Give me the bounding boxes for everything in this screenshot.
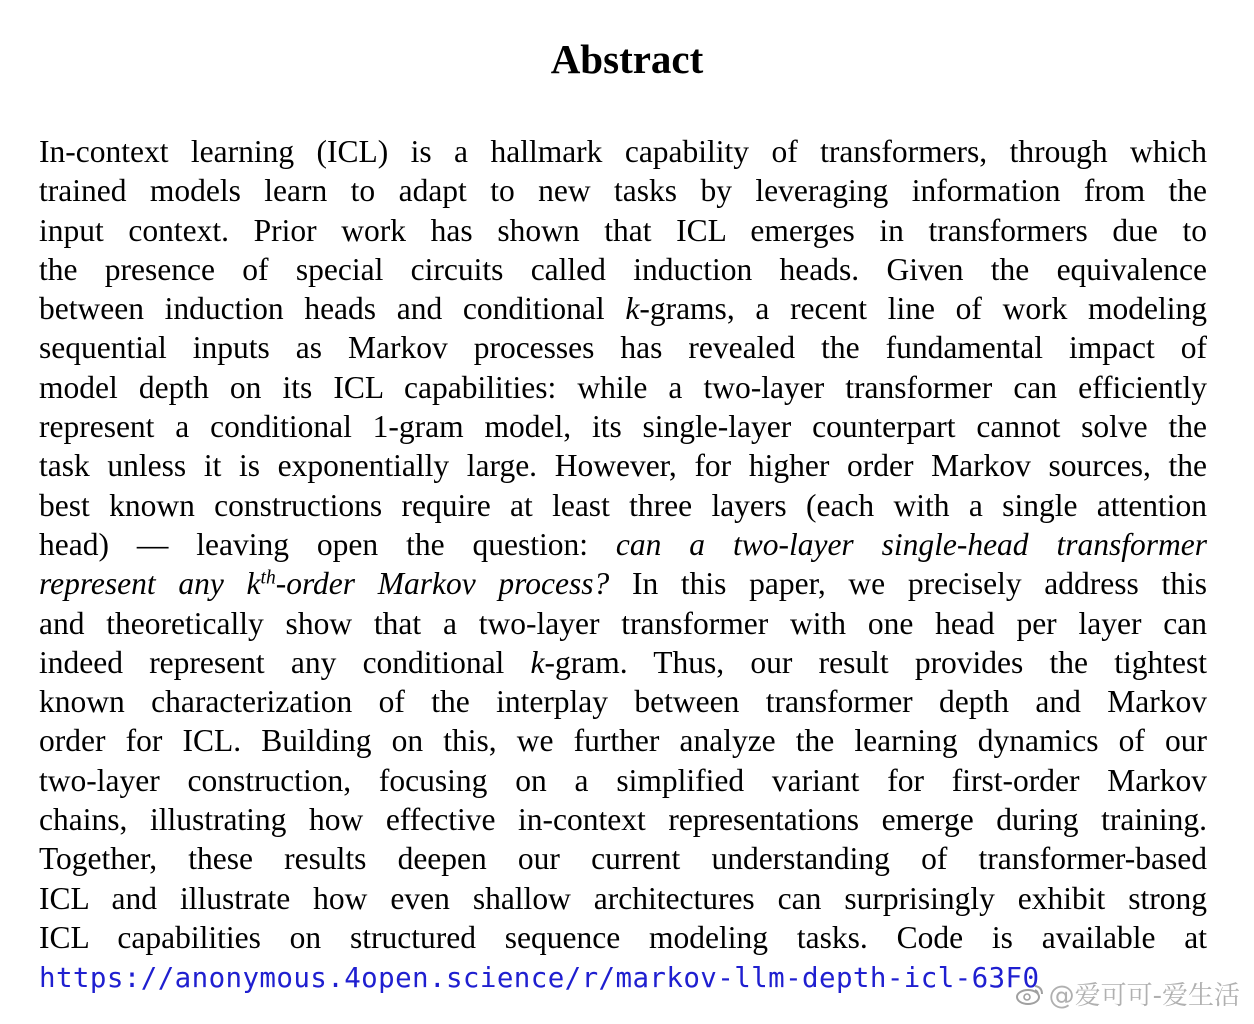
abstract-line: best known constructions require at least three layers (each with a single attention bbox=[39, 487, 1207, 523]
text-segment: -gram. Thus, our result provides the tightest bbox=[544, 644, 1207, 680]
abstract-line: order for ICL. Building on this, we further analyze the learning dynamics of our bbox=[39, 723, 1207, 759]
abstract-line: sequential inputs as Markov processes has revealed the fundamental impact of bbox=[39, 330, 1207, 366]
weibo-icon bbox=[1015, 982, 1045, 1006]
abstract-line: ICL and illustrate how even shallow architectures can surprisingly exhibit strong bbox=[39, 880, 1207, 916]
abstract-line: Together, these results deepen our current understanding of transformer-based bbox=[39, 841, 1207, 877]
abstract-line: trained models learn to adapt to new tasks by leveraging information from the bbox=[39, 173, 1207, 209]
abstract-title: Abstract bbox=[550, 36, 704, 82]
text-segment: In this paper, we precisely address this bbox=[609, 566, 1207, 602]
text-segment: -grams, a recent line of work modeling bbox=[639, 291, 1207, 327]
text-segment: head) — leaving open the question: bbox=[39, 526, 616, 562]
math-variable-k: k bbox=[530, 644, 545, 680]
abstract-line: ICL capabilities on structured sequence modeling tasks. Code is available at bbox=[39, 919, 1207, 955]
code-url-link[interactable]: https://anonymous.4open.science/r/markov-llm-depth-icl-63F0 bbox=[39, 962, 1040, 995]
abstract-line: and theoretically show that a two-layer transformer with one head per layer can bbox=[39, 605, 1207, 641]
abstract-line bbox=[39, 643, 1207, 682]
superscript-th: th bbox=[260, 567, 276, 589]
abstract-line: In-context learning (ICL) is a hallmark capability of transformers, through which bbox=[39, 134, 1207, 169]
watermark bbox=[1015, 975, 1240, 1012]
math-variable-k: k bbox=[246, 566, 261, 602]
abstract-line: the presence of special circuits called induction heads. Given the equivalence bbox=[39, 251, 1207, 287]
watermark-text: @爱可可-爱生活 bbox=[1048, 981, 1240, 1011]
abstract-line: known characterization of the interplay between transformer depth and Markov bbox=[39, 684, 1207, 720]
abstract-line bbox=[39, 525, 1207, 564]
abstract-line bbox=[39, 289, 1207, 328]
abstract-line bbox=[39, 564, 1207, 603]
abstract-line: two-layer construction, focusing on a simplified variant for first-order Markov bbox=[39, 762, 1207, 798]
math-variable-k: k bbox=[625, 291, 640, 327]
abstract-body bbox=[39, 132, 1207, 999]
abstract-line: input context. Prior work has shown that ICL emerges in transformers due to bbox=[39, 212, 1207, 248]
text-segment: indeed represent any conditional bbox=[39, 644, 531, 680]
research-question: can a two-layer single-head transformer bbox=[615, 526, 1207, 562]
abstract-line: task unless it is exponentially large. However, for higher order Markov sources, the bbox=[39, 448, 1207, 484]
abstract-line: chains, illustrating how effective in-context representations emerge during training. bbox=[39, 802, 1207, 838]
abstract-line: model depth on its ICL capabilities: while a two-layer transformer can efficiently bbox=[39, 369, 1207, 405]
text-segment: between induction heads and conditional bbox=[39, 291, 626, 327]
research-question: represent any bbox=[39, 566, 247, 602]
abstract-line: represent a conditional 1-gram model, its single-layer counterpart cannot solve the bbox=[39, 409, 1207, 445]
research-question: -order Markov process? bbox=[275, 566, 610, 602]
